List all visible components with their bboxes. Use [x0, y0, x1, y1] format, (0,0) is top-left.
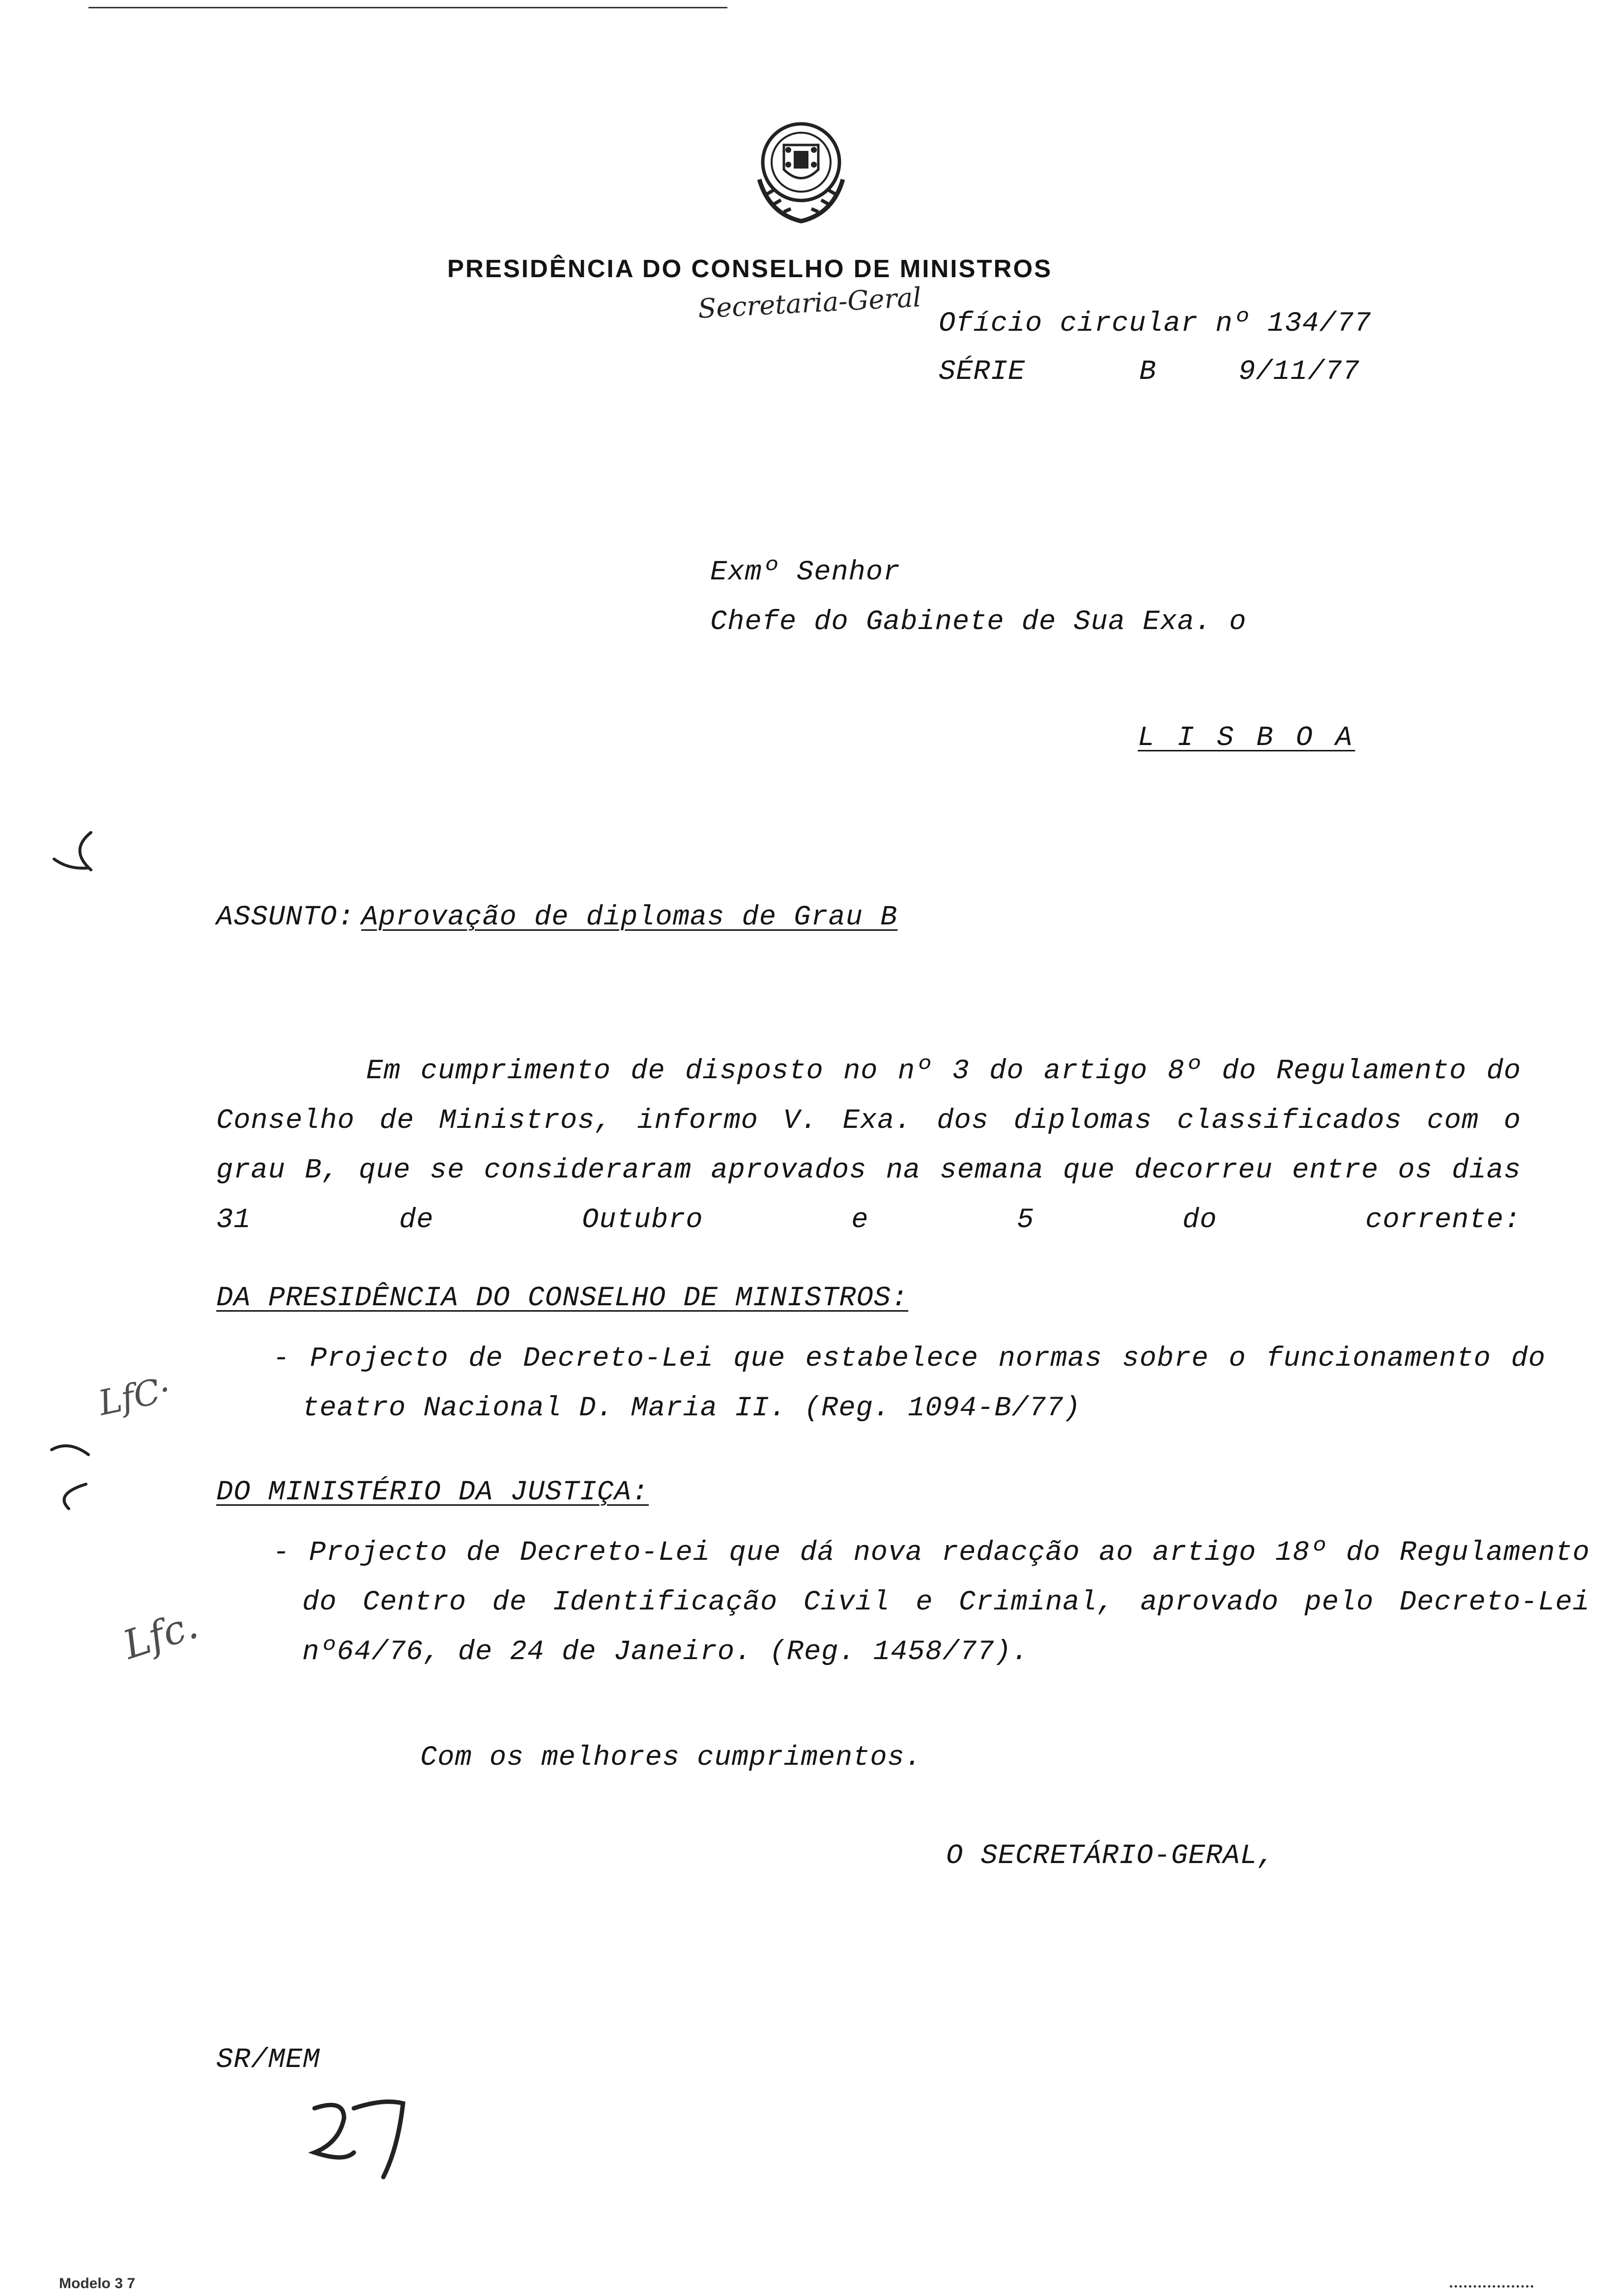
footer-stray-mark	[1450, 2280, 1533, 2288]
closing-greeting: Com os melhores cumprimentos.	[420, 1742, 922, 1774]
intro-paragraph: Em cumprimento de disposto no nº 3 do artigo 8º do Regulamento do Conselho de Ministros, informo V. Exa. dos diplomas classificados com o grau B, que se consideraram aprovados na semana que decorreu entre os dias 31 de Outubro e 5 do corrente:	[216, 1056, 1521, 1236]
subject-label: ASSUNTO:	[216, 902, 355, 933]
margin-bracket-mark-2	[39, 1435, 98, 1514]
section-item-presidency: - Projecto de Decreto-Lei que estabelece normas sobre o funcionamento do teatro Nacional D. Maria II. (Reg. 1094-B/77)	[273, 1343, 1546, 1424]
series-value: B	[1139, 356, 1157, 388]
circular-number: Ofício circular nº 134/77	[939, 308, 1372, 340]
form-code: Modelo 3 7	[59, 2275, 136, 2292]
salutation: Exmº Senhor	[710, 557, 901, 588]
top-rule	[88, 7, 727, 8]
coat-of-arms-icon	[745, 115, 858, 229]
addressee-city: L I S B O A	[1138, 722, 1355, 754]
margin-note-1: LfC·	[95, 1369, 175, 1424]
section-heading-justice: DO MINISTÉRIO DA JUSTIÇA:	[216, 1477, 649, 1508]
margin-note-2: Lfc.	[117, 1601, 203, 1668]
section-heading-presidency: DA PRESIDÊNCIA DO CONSELHO DE MINISTROS:	[216, 1283, 909, 1314]
series-label: SÉRIE	[939, 356, 1026, 388]
document-date: 9/11/77	[1238, 356, 1360, 388]
signatory-title: O SECRETÁRIO-GERAL,	[946, 1840, 1275, 1872]
margin-bracket-mark	[39, 826, 98, 875]
handwritten-scribble	[305, 2089, 423, 2187]
typist-initials: SR/MEM	[216, 2044, 320, 2076]
section-item-justice: - Projecto de Decreto-Lei que dá nova redacção ao artigo 18º do Regulamento do Centro de Identificação Civil e Criminal, aprovado pelo Decreto-Lei nº64/76, de 24 de Janeiro. (Reg. 1458/77).	[273, 1537, 1590, 1668]
addressee-title: Chefe do Gabinete de Sua Exa. o	[710, 606, 1247, 638]
subject-text: Aprovação de diplomas de Grau B	[361, 902, 898, 933]
institution-name: PRESIDÊNCIA DO CONSELHO DE MINISTROS	[447, 255, 1053, 283]
department-signature: Secretaria-Geral	[697, 282, 922, 324]
